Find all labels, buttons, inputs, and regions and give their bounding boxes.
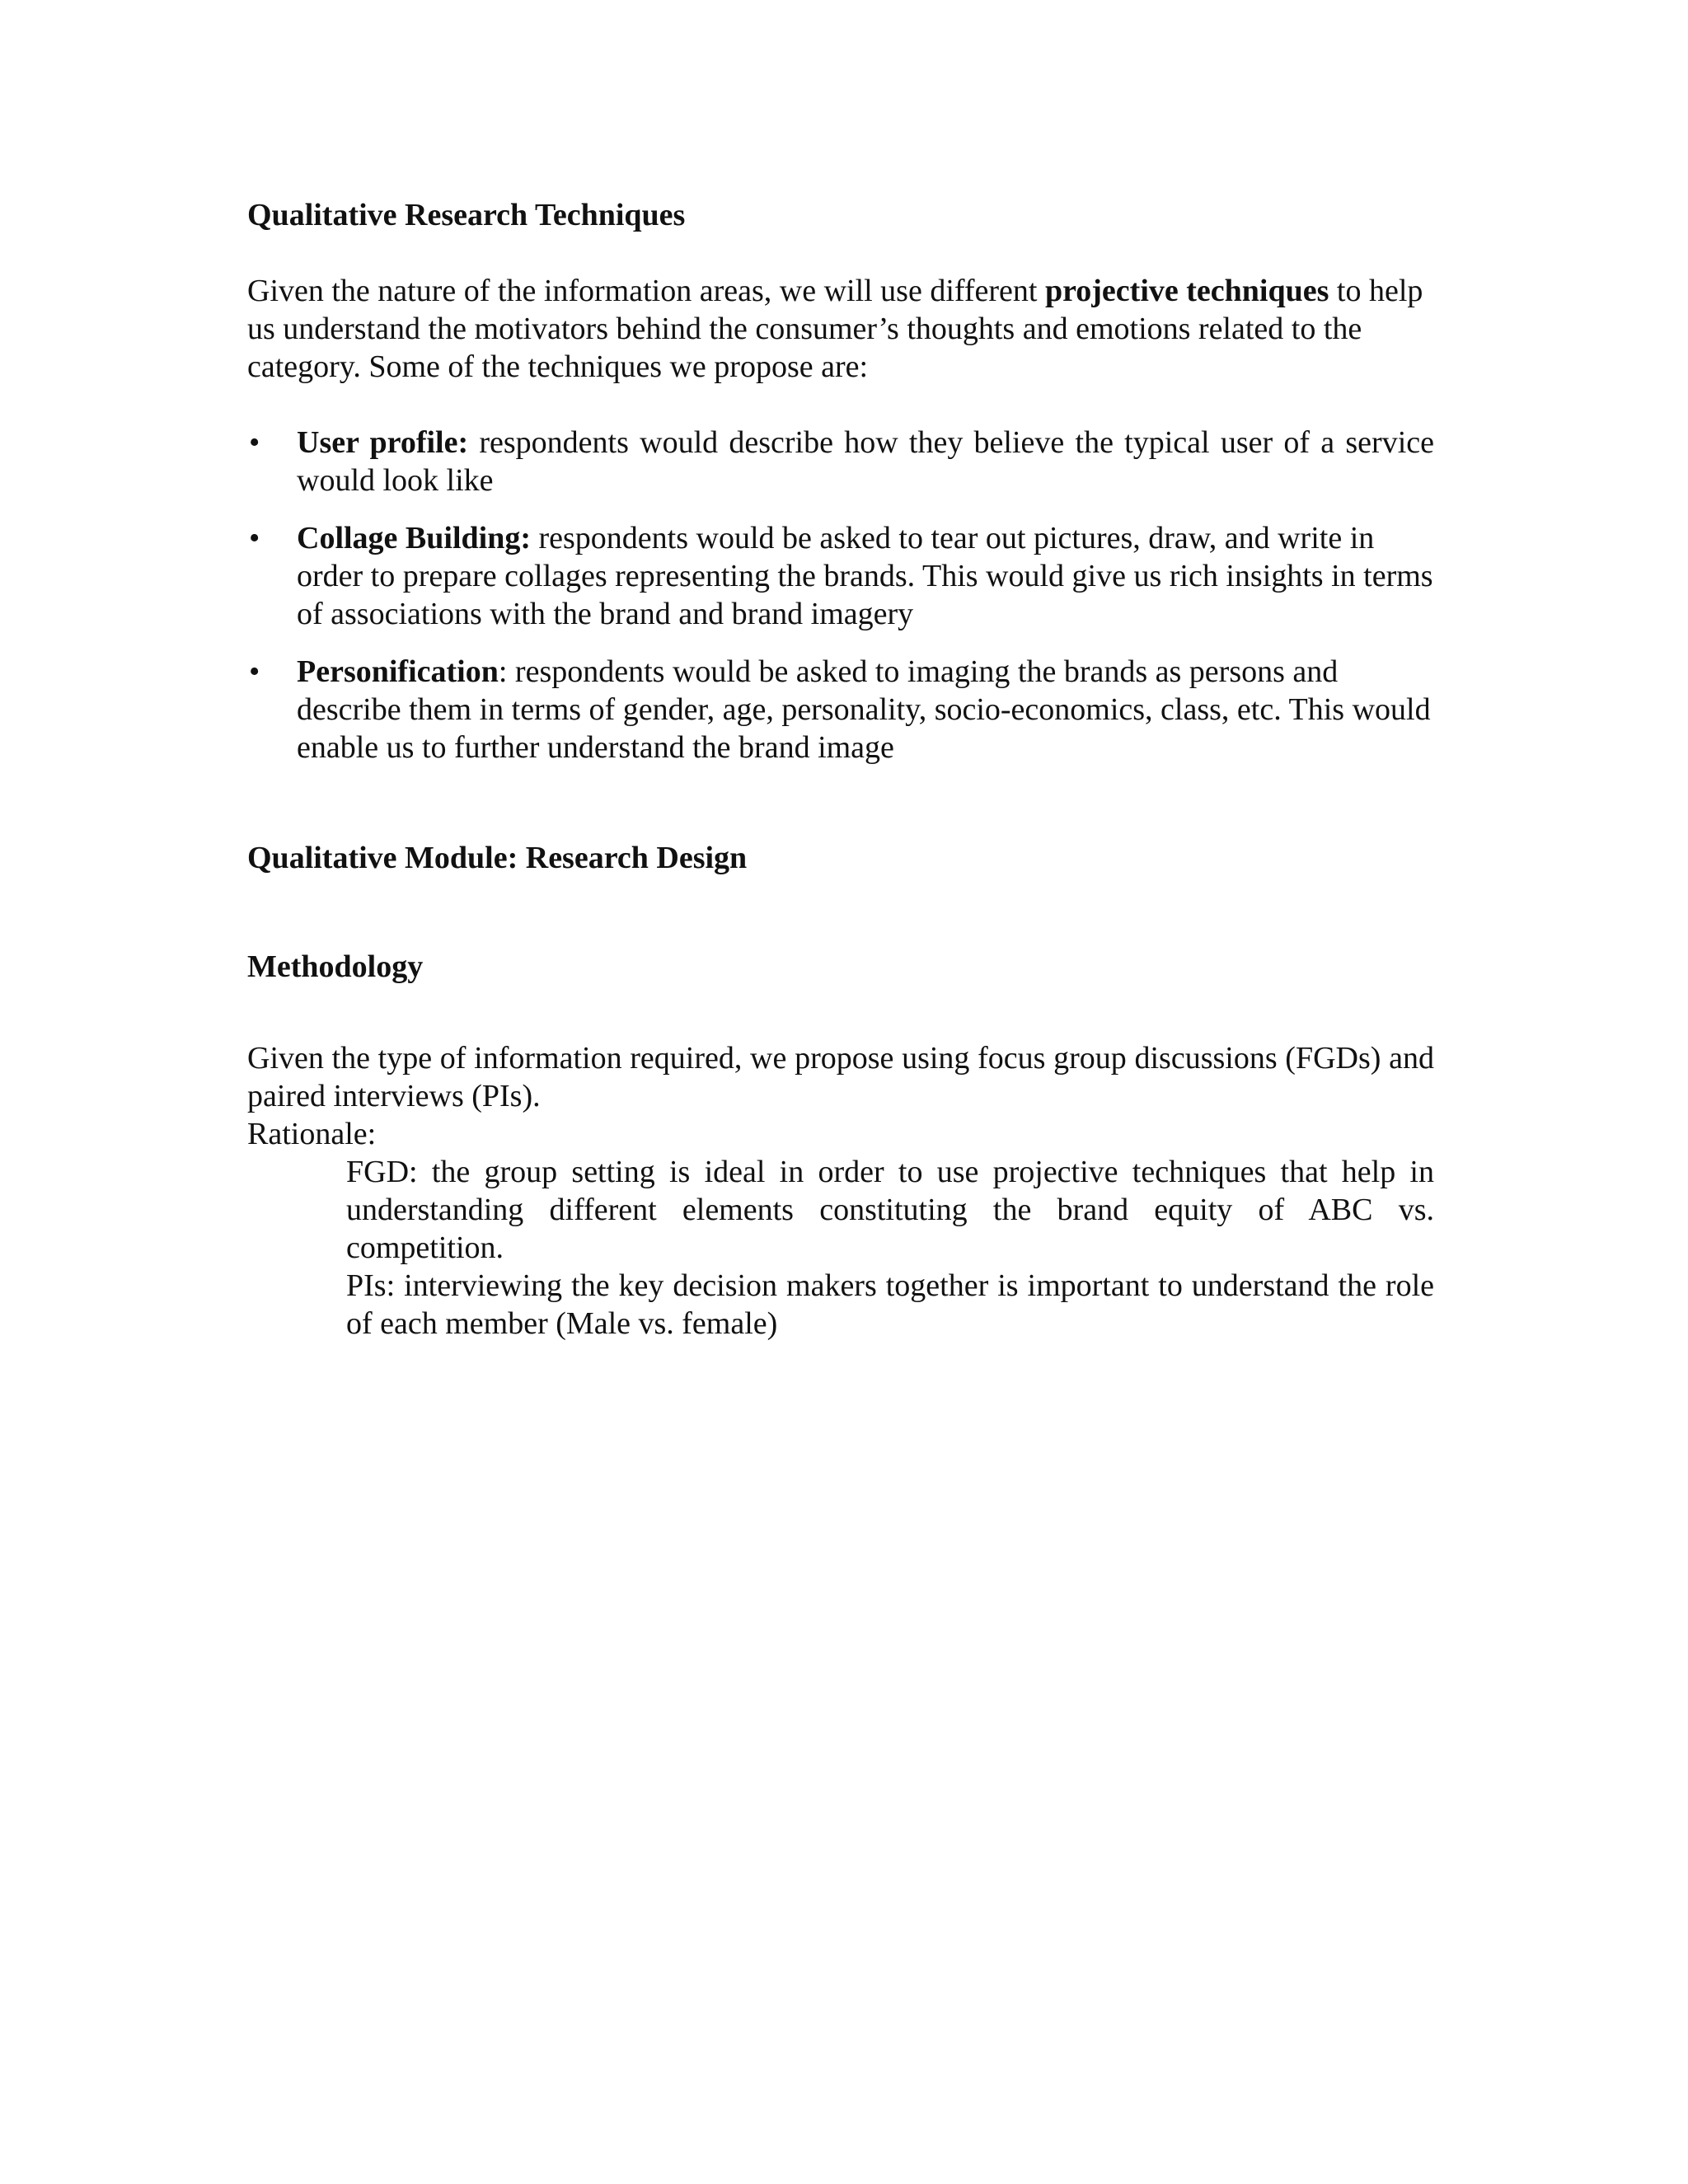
rationale-item-pis: PIs: interviewing the key decision makers together is important to understand the role of each member (Male vs. female) [346, 1268, 1434, 1341]
rationale-list [346, 1153, 1434, 1343]
intro-paragraph [247, 272, 1434, 386]
technique-description: respondents would be asked to tear out pictures, draw, and write in order to prepare collages representing the brands. This would give us rich insights in terms of associations with the brand and brand imagery [297, 521, 1433, 631]
heading-methodology: Methodology [247, 949, 424, 984]
technique-term: Collage Building: [297, 521, 531, 555]
technique-description: : respondents would be asked to imaging the brands as persons and describe them in terms of gender, age, personality, socio-economics, class, etc. This would enable us to further understand the brand image [297, 654, 1431, 765]
document-body [247, 196, 1434, 1343]
technique-description: respondents would describe how they believe the typical user of a service would look like [297, 425, 1434, 498]
rationale-item-fgd: FGD: the group setting is ideal in order to use projective techniques that help in understanding different elements constituting the brand equity of ABC vs. competition. [346, 1155, 1434, 1265]
heading-research-design: Qualitative Module: Research Design [247, 841, 748, 875]
technique-term: User profile: [297, 425, 469, 460]
heading-qualitative-research-techniques: Qualitative Research Techniques [247, 198, 686, 232]
intro-text-end: to help us understand the motivators behind the consumer’s thoughts and emotions related to the category. Some of the techniques we propose are: [247, 274, 1423, 384]
bullet-icon: • [249, 425, 260, 460]
bullet-icon: • [249, 521, 260, 555]
technique-term: Personification [297, 654, 499, 689]
intro-bold-term: projective techniques [1044, 274, 1329, 308]
methodology-paragraph: Given the type of information required, we propose using focus group discussions (FGDs) and paired interviews (PIs). [247, 1041, 1434, 1113]
list-item-collage-building [247, 519, 1434, 633]
rationale-label: Rationale: [247, 1117, 377, 1151]
list-item-personification [247, 653, 1434, 766]
techniques-list [247, 424, 1434, 766]
intro-text-start: Given the nature of the information areas, we will use different [247, 274, 1045, 308]
bullet-icon: • [249, 654, 260, 689]
list-item-user-profile [247, 424, 1434, 499]
